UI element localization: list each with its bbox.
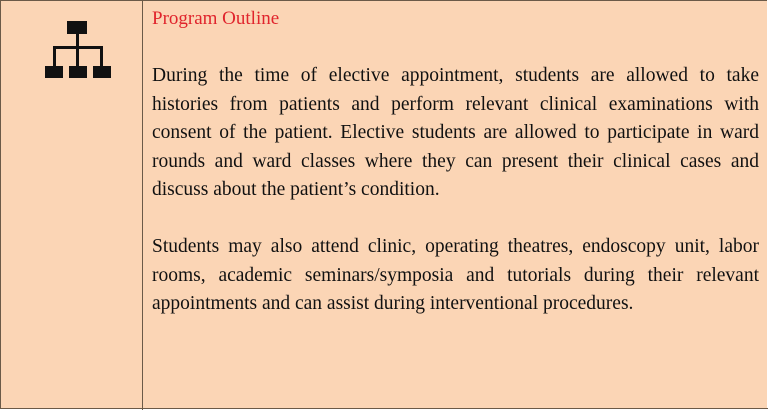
section-title: Program Outline <box>152 8 280 29</box>
section-content <box>152 5 759 319</box>
hierarchy-chart-icon <box>45 21 113 79</box>
bottom-border <box>1 408 768 409</box>
paragraph-additional-activities: Students may also attend clinic, operating theatres, endoscopy unit, labor rooms, academic seminars/symposia and tutorials during their relevant appointments and can assist during interventional procedures. <box>152 235 759 315</box>
column-divider <box>142 1 143 410</box>
paragraph-elective-activities: During the time of elective appointment, students are allowed to take histories from patients and perform relevant clinical examinations with consent of the patient. Elective students are allowed to participate in ward rounds and ward classes where they can present their clinical cases and discuss about the patient’s condition. <box>152 65 759 201</box>
